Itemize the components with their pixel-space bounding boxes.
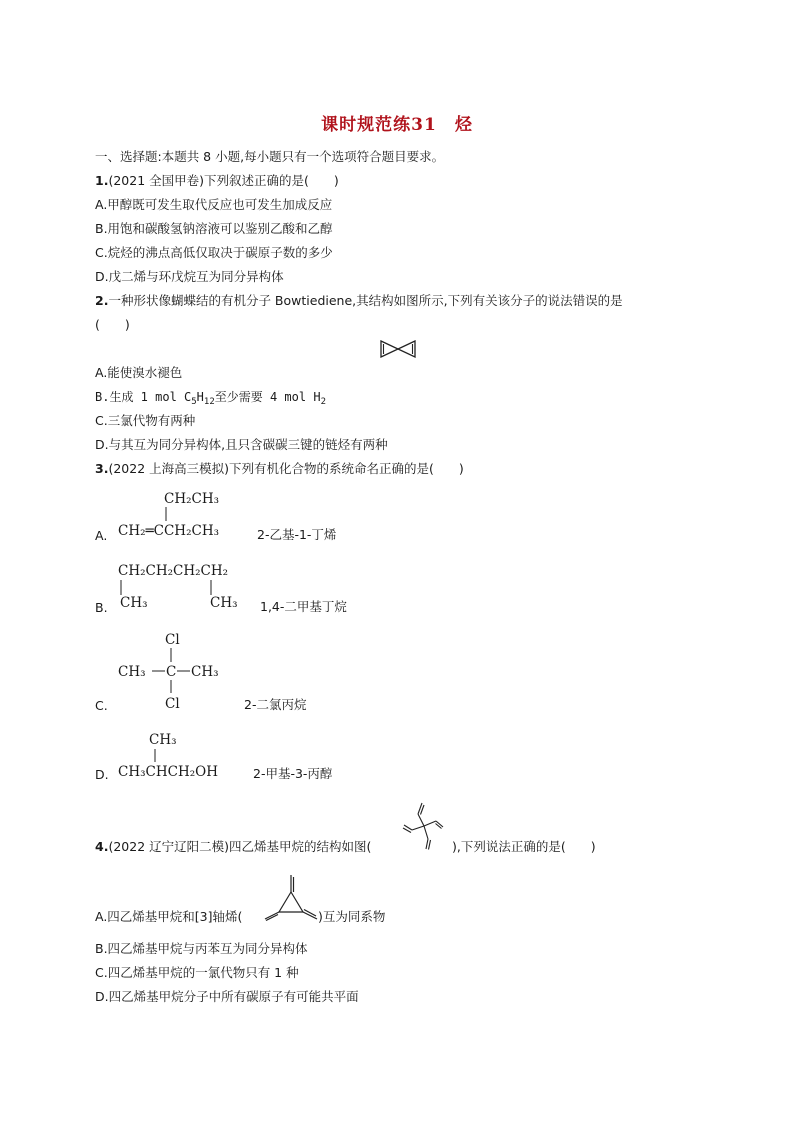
formula-text: CH₂═CCH₂CH₃ bbox=[118, 523, 219, 539]
q3-option-c-structure bbox=[118, 628, 228, 712]
q3-option-d-structure bbox=[118, 728, 248, 780]
q1-option-c: C.烷烃的沸点高低仅取决于碳原子数的多少 bbox=[95, 245, 333, 260]
tetravinylmethane-structure bbox=[400, 800, 448, 852]
q3-option-a-letter: A. bbox=[95, 528, 108, 543]
formula-text: CH₃CHCH₂OH bbox=[118, 764, 218, 780]
q3-option-b-name: 1,4-二甲基丁烷 bbox=[260, 599, 347, 614]
q1-option-b: B.用饱和碳酸氢钠溶液可以鉴别乙酸和乙醇 bbox=[95, 221, 333, 236]
q2-option-c: C.三氯代物有两种 bbox=[95, 413, 196, 428]
branch-1-text: CH₃ bbox=[120, 595, 148, 611]
branch-text: CH₃ bbox=[149, 732, 177, 748]
question-4-stem-post: ),下列说法正确的是( ) bbox=[452, 839, 596, 854]
center-text: C bbox=[166, 664, 177, 680]
q2-stem-cont: ( ) bbox=[95, 317, 130, 332]
q4-option-a-pre: A.四乙烯基甲烷和[3]轴烯( bbox=[95, 909, 243, 924]
q4-option-a-post: )互为同系物 bbox=[318, 909, 386, 924]
page-title: 课时规范练31 烃 bbox=[321, 115, 473, 135]
bowtiediene-structure bbox=[380, 339, 416, 359]
q3-option-b-structure bbox=[118, 559, 248, 615]
question-stem: (2021 全国甲卷)下列叙述正确的是( ) bbox=[108, 173, 339, 188]
left-text: CH₃ bbox=[118, 664, 146, 680]
formula-text: CH₂CH₂CH₂CH₂ bbox=[118, 563, 229, 579]
question-2 bbox=[95, 292, 623, 310]
q2-option-d: D.与其互为同分异构体,且只含碳碳三键的链烃有两种 bbox=[95, 437, 388, 452]
q1-option-d: D.戊二烯与环戊烷互为同分异构体 bbox=[95, 269, 284, 284]
q3-option-a-structure bbox=[118, 488, 248, 540]
question-number: 2. bbox=[95, 293, 109, 308]
question-stem: 一种形状像蝴蝶结的有机分子 Bowtiediene,其结构如图所示,下列有关该分子的说法错误的是 bbox=[108, 293, 623, 308]
question-4-stem-pre: 4.(2022 辽宁辽阳二模)四乙烯基甲烷的结构如图( bbox=[95, 839, 372, 854]
q3-option-d-name: 2-甲基-3-丙醇 bbox=[253, 766, 333, 781]
radialene-3-structure bbox=[262, 872, 320, 922]
q1-option-a: A.甲醇既可发生取代反应也可发生加成反应 bbox=[95, 197, 333, 212]
q3-option-c-name: 2-二氯丙烷 bbox=[244, 697, 307, 712]
q4-option-d: D.四乙烯基甲烷分子中所有碳原子有可能共平面 bbox=[95, 989, 359, 1004]
branch-2-text: CH₃ bbox=[210, 595, 238, 611]
question-stem: (2022 上海高三模拟)下列有机化合物的系统命名正确的是( ) bbox=[108, 461, 464, 476]
q3-option-a-name: 2-乙基-1-丁烯 bbox=[257, 527, 337, 542]
question-3 bbox=[95, 460, 464, 478]
q3-option-c-letter: C. bbox=[95, 698, 108, 713]
q4-option-b: B.四乙烯基甲烷与丙苯互为同分异构体 bbox=[95, 941, 308, 956]
q2-option-a: A.能使溴水褪色 bbox=[95, 365, 183, 380]
q3-option-d-letter: D. bbox=[95, 767, 109, 782]
q2-option-b: B.生成 1 mol $C_5H_{12}$至少需要 4 mol $H_2$ bbox=[95, 390, 326, 407]
section-header: 一、选择题:本题共 8 小题,每小题只有一个选项符合题目要求。 bbox=[95, 149, 445, 164]
branch-text: CH₂CH₃ bbox=[164, 491, 220, 507]
q3-option-b-letter: B. bbox=[95, 600, 108, 615]
right-text: CH₃ bbox=[191, 664, 219, 680]
question-number: 3. bbox=[95, 461, 109, 476]
question-number: 4. bbox=[95, 839, 109, 854]
top-text: Cl bbox=[165, 632, 180, 648]
bottom-text: Cl bbox=[165, 696, 180, 712]
question-number: 1. bbox=[95, 173, 109, 188]
question-1 bbox=[95, 172, 339, 190]
q4-option-c: C.四乙烯基甲烷的一氯代物只有 1 种 bbox=[95, 965, 299, 980]
